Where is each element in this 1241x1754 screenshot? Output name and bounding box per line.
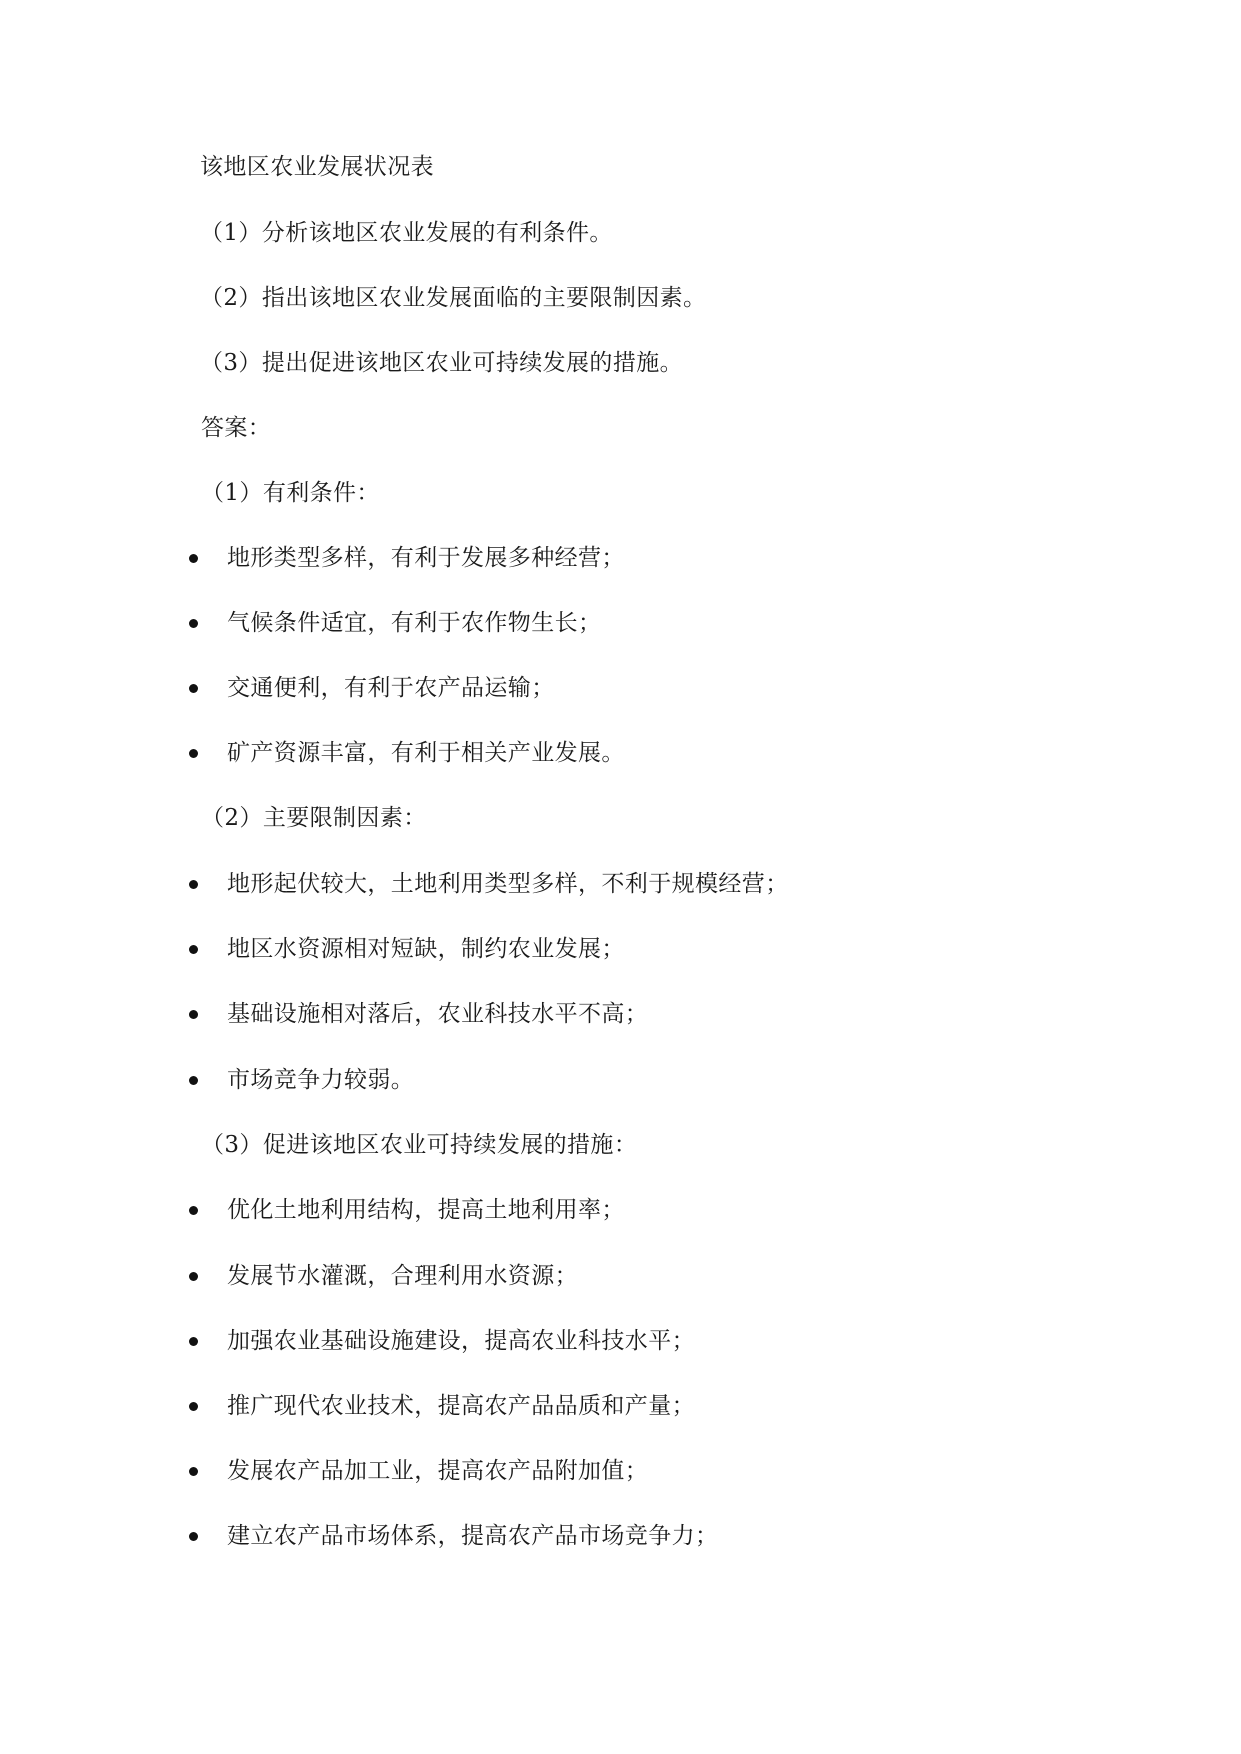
list-item-text: 推广现代农业技术，提高农产品品质和产量； xyxy=(227,1393,695,1419)
title-text: 该地区农业发展状况表 xyxy=(200,154,434,180)
list-item-text: 市场竞争力较弱。 xyxy=(227,1067,415,1093)
list-item-text: 发展节水灌溉，合理利用水资源； xyxy=(227,1263,578,1289)
list-item-text: 地形起伏较大，土地利用类型多样，不利于规模经营； xyxy=(227,871,789,897)
list-item-text: 气候条件适宜，有利于农作物生长； xyxy=(227,610,602,636)
list-item xyxy=(0,1386,1241,1426)
section-2-heading xyxy=(0,798,1241,838)
bullet-icon xyxy=(189,749,198,758)
list-item xyxy=(0,1256,1241,1296)
bullet-icon xyxy=(189,1010,198,1019)
list-item xyxy=(0,1451,1241,1491)
section-heading-text: （3）促进该地区农业可持续发展的措施： xyxy=(201,1132,638,1158)
bullet-icon xyxy=(189,1076,198,1085)
bullet-icon xyxy=(189,1337,198,1346)
document-title xyxy=(0,147,1241,187)
list-item xyxy=(0,733,1241,773)
list-item-text: 矿产资源丰富，有利于相关产业发展。 xyxy=(227,740,625,766)
list-item-text: 加强农业基础设施建设，提高农业科技水平； xyxy=(227,1328,695,1354)
list-item xyxy=(0,603,1241,643)
bullet-icon xyxy=(189,1272,198,1281)
section-heading-text: （1）有利条件： xyxy=(201,480,380,506)
list-item-text: 发展农产品加工业，提高农产品附加值； xyxy=(227,1458,649,1484)
bullet-icon xyxy=(189,684,198,693)
list-item xyxy=(0,538,1241,578)
list-item-text: 交通便利，有利于农产品运输； xyxy=(227,675,555,701)
question-1 xyxy=(0,213,1241,253)
list-item-text: 优化土地利用结构，提高土地利用率； xyxy=(227,1197,625,1223)
bullet-icon xyxy=(189,880,198,889)
list-item xyxy=(0,1190,1241,1230)
bullet-icon xyxy=(189,1532,198,1541)
bullet-icon xyxy=(189,554,198,563)
list-item xyxy=(0,1516,1241,1556)
list-item xyxy=(0,1060,1241,1100)
question-text: （3）提出促进该地区农业可持续发展的措施。 xyxy=(200,350,684,376)
list-item xyxy=(0,994,1241,1034)
list-item-text: 建立农产品市场体系，提高农产品市场竞争力； xyxy=(227,1523,719,1549)
list-item xyxy=(0,929,1241,969)
bullet-icon xyxy=(189,619,198,628)
bullet-icon xyxy=(189,1402,198,1411)
question-text: （2）指出该地区农业发展面临的主要限制因素。 xyxy=(200,285,707,311)
list-item-text: 地区水资源相对短缺，制约农业发展； xyxy=(227,936,625,962)
bullet-icon xyxy=(189,1206,198,1215)
bullet-icon xyxy=(189,945,198,954)
question-3 xyxy=(0,343,1241,383)
answer-label xyxy=(0,408,1241,448)
section-1-heading xyxy=(0,473,1241,513)
section-heading-text: （2）主要限制因素： xyxy=(201,805,427,831)
list-item xyxy=(0,668,1241,708)
bullet-icon xyxy=(189,1467,198,1476)
list-item-text: 地形类型多样，有利于发展多种经营； xyxy=(227,545,625,571)
section-3-heading xyxy=(0,1125,1241,1165)
list-item xyxy=(0,1321,1241,1361)
answer-label-text: 答案： xyxy=(201,415,272,441)
question-text: （1）分析该地区农业发展的有利条件。 xyxy=(200,220,613,246)
list-item xyxy=(0,864,1241,904)
list-item-text: 基础设施相对落后，农业科技水平不高； xyxy=(227,1001,649,1027)
question-2 xyxy=(0,278,1241,318)
